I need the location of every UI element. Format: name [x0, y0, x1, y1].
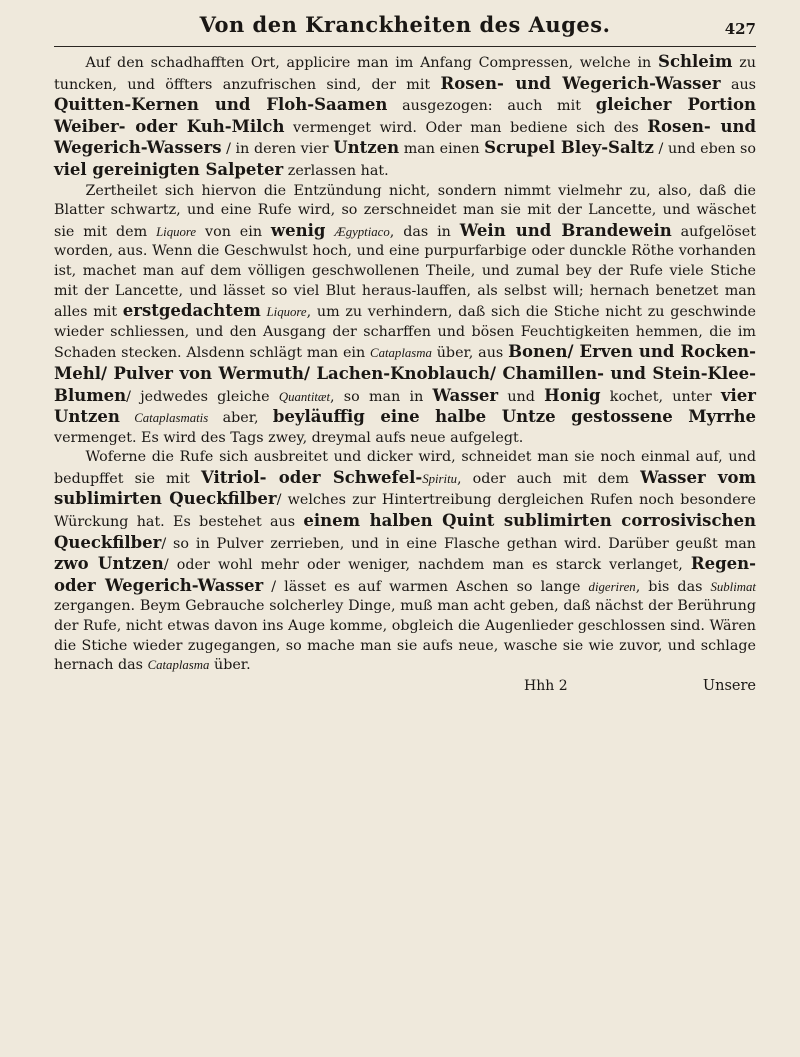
- catchword: Unsere: [702, 677, 756, 694]
- text-run: , bis das: [635, 578, 711, 595]
- emphasis-run: vier Untzen: [54, 385, 756, 427]
- text-run: Zertheilet sich hiervon die Entzündung nicht, sondern nimmt vielmehr zu, also, daß die Blatter schwartz, und eine Rufe wird, so zerschneidet man sie mit der Lancette, und wäschet sie mit dem: [54, 182, 756, 240]
- text-run: vermenget wird. Oder man bediene sich des: [284, 119, 648, 136]
- text-run: / jedwedes gleiche: [126, 388, 279, 405]
- text-run: / und eben so: [653, 141, 756, 158]
- text-run: , das in: [389, 223, 460, 240]
- text-run: aber,: [208, 410, 273, 427]
- emphasis-run: einem halben Quint sublimirten corrosivischen Queckfilber: [54, 511, 756, 552]
- paragraph: [54, 448, 756, 676]
- text-run: / lässet es auf warmen Aschen so lange: [263, 578, 589, 595]
- latin-run: Quantitæt: [278, 389, 331, 404]
- text-run: aufgelöset worden, aus. Wenn die Geschwulst hoch, und eine purpurfarbige oder dunckle Röthe vorhanden ist, machet man auf dem völligen geschwollenen Theile, und zumal bey der Rufe viele Stiche mit der Lancette, und lässet so viel Blut heraus-lauffen, als selbst will; hernach benetzet man alles mit: [54, 223, 756, 321]
- emphasis-run: Quitten-Kernen und Floh-Saamen: [54, 95, 388, 115]
- body-text: [54, 52, 756, 676]
- text-run: , oder auch mit dem: [457, 470, 641, 487]
- text-run: / welches zur Hintertreibung dergleichen Rufen noch besondere Würckung hat. Es bestehet aus: [54, 492, 756, 531]
- text-run: Auf den schadhafften Ort, applicire man im Anfang Compressen, welche in: [85, 55, 659, 71]
- latin-run: Cataplasmatis: [134, 411, 209, 426]
- emphasis-run: erstgedachtem: [122, 301, 261, 321]
- text-run: / oder wohl mehr oder weniger, nachdem man es starck verlanget,: [163, 557, 691, 574]
- text-run: zerlassen hat.: [283, 162, 389, 179]
- latin-run: digeriren: [588, 579, 636, 594]
- emphasis-run: Wasser: [432, 385, 499, 405]
- emphasis-run: Schleim: [658, 52, 733, 71]
- emphasis-run: Rosen- und Wegerich-Wassers: [54, 116, 756, 158]
- latin-run: Cataplasma: [370, 346, 432, 361]
- page-header: [54, 8, 756, 47]
- text-run: / in deren vier: [221, 141, 334, 158]
- latin-run: Ægyptiaco: [334, 224, 390, 239]
- emphasis-run: Untzen: [333, 138, 400, 158]
- text-run: ausgezogen: auch mit: [387, 98, 596, 115]
- text-run: von ein: [196, 223, 271, 240]
- emphasis-run: Bonen/ Erven und Rocken-Mehl/ Pulver von Wermuth/ Lachen-Knoblauch/ Chamillen- und Stein-Klee-Blumen: [54, 342, 757, 405]
- text-run: [120, 410, 134, 426]
- emphasis-run: Regen- oder Wegerich-Wasser: [54, 554, 756, 595]
- text-run: [325, 224, 334, 240]
- signature-mark: Hhh 2: [524, 677, 568, 694]
- latin-run: Spiritu: [422, 471, 458, 486]
- emphasis-run: zwo Untzen: [54, 554, 164, 574]
- text-run: , um zu verhindern, daß sich die Stiche nicht zu geschwinde wieder schliessen, und den Ausgang der scharffen und bösen Feuchtigkeiten hemmen, die im Schaden stecken. Alsdenn schlägt man ein: [54, 304, 757, 362]
- text-run: aus: [720, 76, 757, 93]
- emphasis-run: viel gereinigten Salpeter: [54, 159, 284, 179]
- latin-run: Sublimat: [710, 579, 756, 594]
- text-run: , so man in: [330, 388, 433, 405]
- text-run: und: [498, 388, 545, 405]
- emphasis-run: beyläuffig eine halbe Untze gestossene Myrrhe: [272, 407, 756, 427]
- emphasis-run: wenig: [270, 220, 326, 240]
- emphasis-run: gleicher Portion Weiber- oder Kuh-Milch: [54, 95, 756, 136]
- latin-run: Cataplasma: [147, 658, 210, 673]
- text-run: man einen: [399, 141, 485, 158]
- latin-run: Liquore: [266, 305, 307, 320]
- text-run: kochet, unter: [600, 388, 721, 405]
- page-number: 427: [724, 20, 756, 38]
- emphasis-run: Wasser vom sublimirten Queckfilber: [54, 467, 756, 509]
- text-run: über, aus: [431, 345, 509, 362]
- latin-run: Liquore: [156, 224, 197, 239]
- text-run: zu tuncken, und öffters anzufrischen sind, der mit: [54, 55, 756, 93]
- emphasis-run: Vitriol- oder Schwefel-: [201, 467, 423, 487]
- text-run: zergangen. Beym Gebrauche solcherley Dinge, muß man acht geben, daß nächst der Berührung der Rufe, nicht etwas davon ins Auge komme, obgleich die Augenlieder geschlossen sind. Wären die Stiche wieder zugegangen, so mache man sie aufs neue, wasche sie wie zuvor, und schlage hernach das: [54, 598, 756, 674]
- paragraph: [54, 182, 756, 449]
- running-head: Von den Kranckheiten des Auges.: [199, 12, 611, 37]
- text-run: / so in Pulver zerrieben, und in eine Flasche gethan wird. Darüber geußt man: [161, 535, 756, 552]
- text-run: vermenget. Es wird des Tags zwey, dreymal aufs neue aufgelegt.: [54, 429, 524, 446]
- text-run: Woferne die Rufe sich ausbreitet und dicker wird, schneidet man sie noch einmal auf, und bedupffet sie mit: [54, 449, 756, 487]
- emphasis-run: Wein und Brandewein: [459, 220, 672, 240]
- emphasis-run: Scrupel Bley-Saltz: [484, 138, 654, 158]
- text-run: über.: [209, 657, 251, 674]
- emphasis-run: Rosen- und Wegerich-Wasser: [440, 73, 721, 93]
- paragraph: [54, 52, 756, 182]
- emphasis-run: Honig: [544, 385, 601, 405]
- page-footer: [54, 678, 756, 702]
